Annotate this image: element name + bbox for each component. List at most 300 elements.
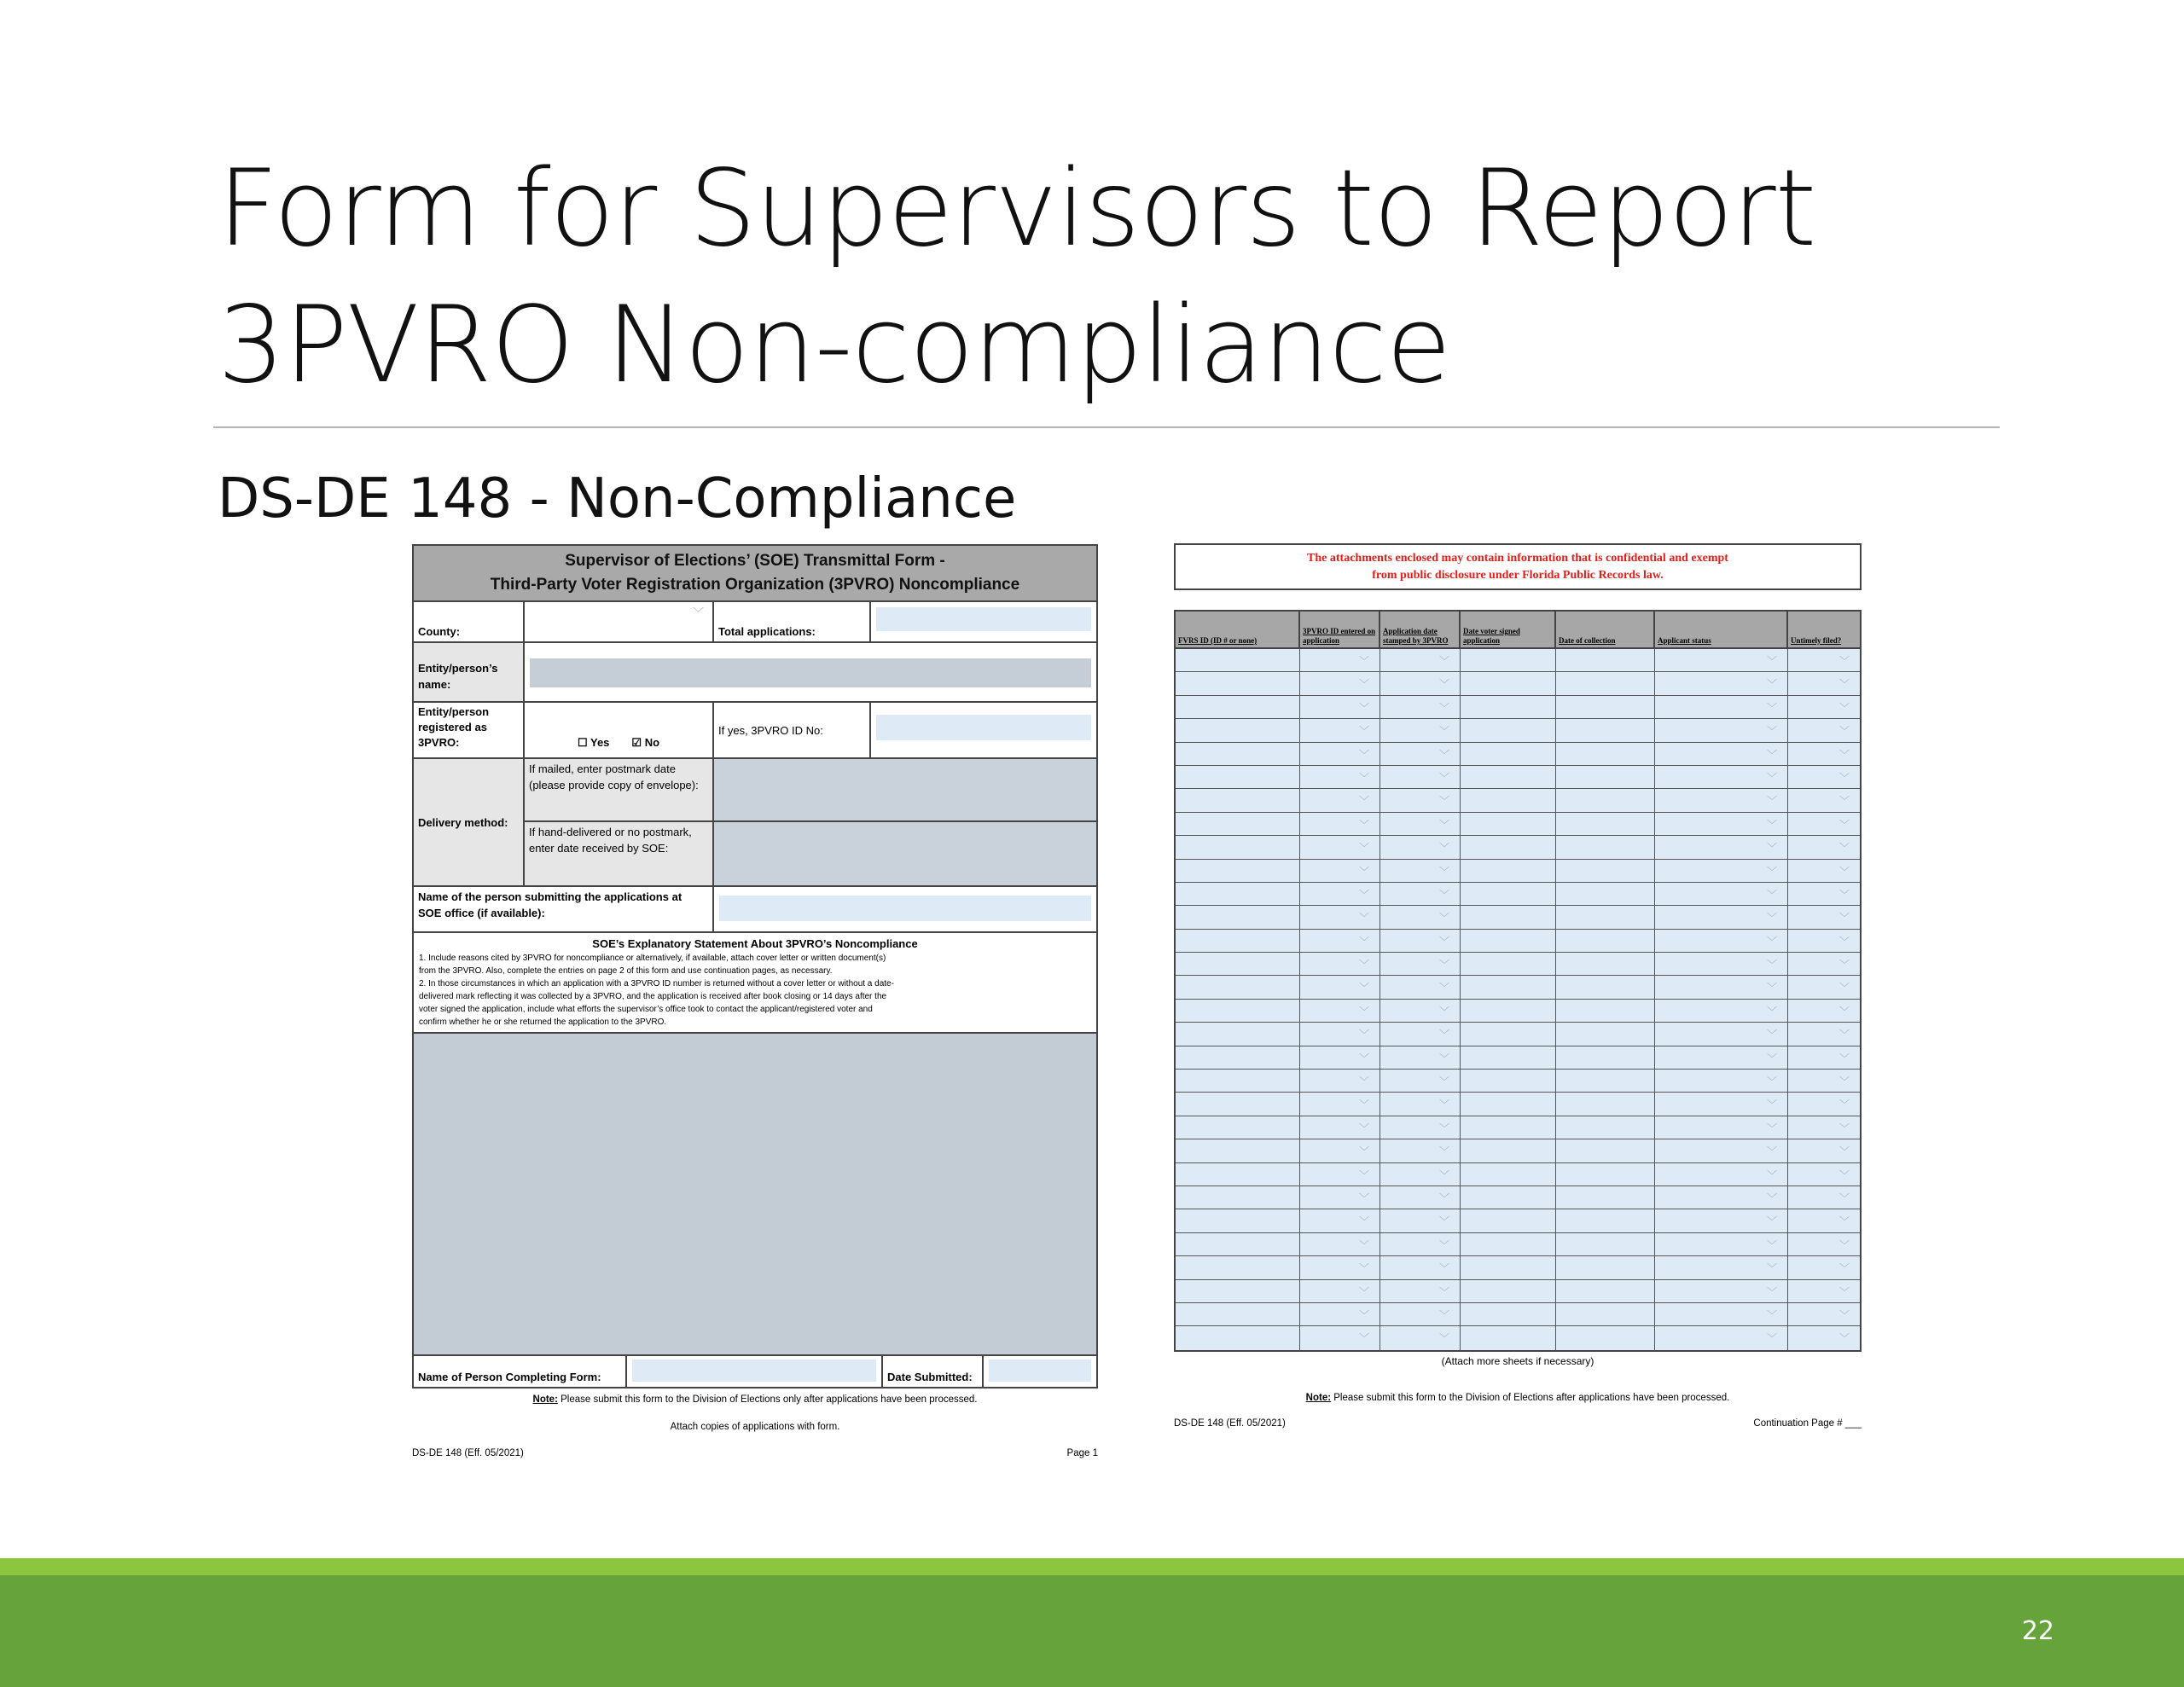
chevron-down-icon: ﹀	[1838, 818, 1850, 831]
table-cell-input[interactable]	[1300, 1139, 1380, 1162]
chevron-down-icon: ﹀	[1438, 1005, 1449, 1017]
postmark-date-input[interactable]	[714, 759, 1096, 820]
table-cell-input[interactable]	[1655, 1303, 1788, 1325]
table-cell-input[interactable]	[1556, 1280, 1655, 1302]
table-cell-input[interactable]	[1461, 1209, 1556, 1232]
chevron-down-icon: ﹀	[1838, 1191, 1850, 1204]
table-cell-input[interactable]	[1300, 1256, 1380, 1278]
chevron-down-icon: ﹀	[1838, 1099, 1850, 1111]
yes-checkbox[interactable]: ☐ Yes	[577, 736, 610, 749]
table-cell-input[interactable]	[1300, 1070, 1380, 1092]
chevron-down-icon: ﹀	[1766, 959, 1777, 971]
table-cell-input[interactable]	[1788, 1256, 1860, 1278]
chevron-down-icon: ﹀	[1438, 935, 1449, 948]
table-cell-input[interactable]	[1300, 719, 1380, 741]
table-cell-input[interactable]	[1176, 672, 1300, 694]
chevron-down-icon: ﹀	[1358, 1168, 1369, 1181]
col-date-signed: Date voter signed application	[1461, 612, 1556, 647]
table-cell-input[interactable]	[1380, 1326, 1461, 1349]
col-untimely-filed: Untimely filed?	[1791, 636, 1842, 645]
table-cell-input[interactable]	[1655, 1093, 1788, 1115]
table-cell-input[interactable]	[1176, 743, 1300, 765]
table-cell-input[interactable]	[1176, 1256, 1300, 1278]
table-cell-input[interactable]	[1788, 813, 1860, 835]
table-cell-input[interactable]	[1380, 1046, 1461, 1069]
table-cell-input[interactable]	[1655, 1139, 1788, 1162]
table-cell-input[interactable]	[1380, 906, 1461, 928]
table-cell-input[interactable]	[1380, 1186, 1461, 1209]
table-cell-input[interactable]	[1461, 1070, 1556, 1092]
registered-options	[525, 703, 714, 757]
table-cell-input[interactable]	[1788, 1163, 1860, 1186]
table-cell-input[interactable]	[1461, 883, 1556, 905]
table-cell-input[interactable]	[1380, 836, 1461, 858]
table-cell-input[interactable]	[1176, 1186, 1300, 1209]
chevron-down-icon: ﹀	[1358, 982, 1369, 994]
entity-name-input[interactable]	[530, 658, 1091, 687]
table-cell-input[interactable]	[1788, 953, 1860, 975]
table-cell-input[interactable]	[1655, 883, 1788, 905]
table-cell-input[interactable]	[1655, 1256, 1788, 1278]
table-cell-input[interactable]	[1176, 1209, 1300, 1232]
table-cell-input[interactable]	[1788, 1046, 1860, 1069]
table-cell-input[interactable]	[1461, 1303, 1556, 1325]
table-cell-input[interactable]	[1300, 1000, 1380, 1022]
county-select[interactable]	[525, 602, 714, 641]
table-cell-input[interactable]	[1556, 1233, 1655, 1255]
table-cell-input[interactable]	[1380, 1070, 1461, 1092]
completing-field-wrap	[627, 1356, 883, 1387]
table-cell-input[interactable]	[1300, 1186, 1380, 1209]
table-cell-input[interactable]	[1300, 1023, 1380, 1045]
table-cell-input[interactable]	[1176, 1000, 1300, 1022]
date-submitted-field-wrap	[984, 1356, 1096, 1387]
table-cell-input[interactable]	[1556, 860, 1655, 882]
table-cell-input[interactable]	[1461, 976, 1556, 998]
table-cell-input[interactable]	[1788, 1233, 1860, 1255]
table-cell-input[interactable]	[1461, 719, 1556, 741]
table-cell-input[interactable]	[1300, 1326, 1380, 1349]
table-cell-input[interactable]	[1556, 813, 1655, 835]
table-cell-input[interactable]	[1300, 976, 1380, 998]
table-cell-input[interactable]	[1655, 953, 1788, 975]
chevron-down-icon: ﹀	[1358, 1122, 1369, 1134]
table-cell-input[interactable]	[1300, 953, 1380, 975]
table-cell-input[interactable]	[1300, 836, 1380, 858]
table-cell-input[interactable]	[1788, 930, 1860, 952]
table-cell-input[interactable]	[1788, 1070, 1860, 1092]
table-cell-input[interactable]	[1380, 743, 1461, 765]
table-cell-input[interactable]	[1556, 1163, 1655, 1186]
table-cell-input[interactable]	[1788, 1209, 1860, 1232]
received-date-input[interactable]	[714, 822, 1096, 885]
table-cell-input[interactable]	[1556, 976, 1655, 998]
table-cell-input[interactable]	[1556, 1139, 1655, 1162]
chevron-down-icon: ﹀	[1358, 748, 1369, 761]
table-cell-input[interactable]	[1556, 930, 1655, 952]
table-cell-input[interactable]	[1461, 1000, 1556, 1022]
table-cell-input[interactable]	[1655, 766, 1788, 788]
table-cell-input[interactable]	[1380, 1233, 1461, 1255]
table-cell-input[interactable]	[1655, 672, 1788, 694]
table-cell-input[interactable]	[1176, 1233, 1300, 1255]
table-cell-input[interactable]	[1380, 1023, 1461, 1045]
table-row	[1176, 813, 1860, 836]
table-cell-input[interactable]	[1380, 860, 1461, 882]
table-cell-input[interactable]	[1788, 860, 1860, 882]
table-cell-input[interactable]	[1788, 976, 1860, 998]
table-row	[1176, 1256, 1860, 1279]
chevron-down-icon: ﹀	[1358, 1005, 1369, 1017]
table-cell-input[interactable]	[1176, 930, 1300, 952]
table-cell-input[interactable]	[1788, 743, 1860, 765]
table-cell-input[interactable]	[1788, 1023, 1860, 1045]
table-cell-input[interactable]	[1556, 1116, 1655, 1139]
3pvro-id-input[interactable]	[876, 715, 1091, 740]
table-cell-input[interactable]	[1300, 1303, 1380, 1325]
confidential-warning	[1174, 543, 1862, 590]
table-row	[1176, 1023, 1860, 1046]
chevron-down-icon: ﹀	[1838, 865, 1850, 878]
table-cell-input[interactable]	[1655, 1233, 1788, 1255]
table-cell-input[interactable]	[1788, 1280, 1860, 1302]
table-cell-input[interactable]	[1461, 860, 1556, 882]
chevron-down-icon: ﹀	[1358, 842, 1369, 855]
table-cell-input[interactable]	[1788, 906, 1860, 928]
table-cell-input[interactable]	[1655, 1023, 1788, 1045]
explanation-line: 1. Include reasons cited by 3PVRO for noncompliance or alternatively, if available, attach cover letter or written document(s)	[419, 954, 886, 963]
table-cell-input[interactable]	[1300, 883, 1380, 905]
table-cell-input[interactable]	[1655, 860, 1788, 882]
table-cell-input[interactable]	[1461, 743, 1556, 765]
chevron-down-icon: ﹀	[1358, 1029, 1369, 1041]
chevron-down-icon: ﹀	[1438, 1168, 1449, 1181]
table-cell-input[interactable]	[1176, 836, 1300, 858]
form1-header	[412, 544, 1098, 602]
table-cell-input[interactable]	[1556, 1023, 1655, 1045]
table-cell-input[interactable]	[1176, 789, 1300, 811]
table-cell-input[interactable]	[1461, 1139, 1556, 1162]
table-cell-input[interactable]	[1655, 743, 1788, 765]
table-row	[1176, 1280, 1860, 1303]
chevron-down-icon: ﹀	[1438, 1191, 1449, 1204]
chevron-down-icon: ﹀	[1766, 748, 1777, 761]
table-cell-input[interactable]	[1176, 906, 1300, 928]
table-cell-input[interactable]	[1176, 1139, 1300, 1162]
explanation-line: from the 3PVRO. Also, complete the entries on page 2 of this form and use continuation pages, as necessary.	[419, 966, 833, 976]
table-cell-input[interactable]	[1380, 789, 1461, 811]
table-cell-input[interactable]	[1461, 930, 1556, 952]
table-cell-input[interactable]	[1176, 1303, 1300, 1325]
table-cell-input[interactable]	[1788, 1139, 1860, 1162]
table-cell-input[interactable]	[1655, 1070, 1788, 1092]
chevron-down-icon: ﹀	[1766, 1262, 1777, 1275]
table-cell-input[interactable]	[1655, 813, 1788, 835]
table-cell-input[interactable]	[1655, 906, 1788, 928]
table-row	[1176, 1046, 1860, 1070]
table-cell-input[interactable]	[1176, 1280, 1300, 1302]
form1-attach-text: Attach copies of applications with form.	[670, 1422, 840, 1432]
table-cell-input[interactable]	[1461, 1186, 1556, 1209]
table-cell-input[interactable]	[1655, 836, 1788, 858]
table-cell-input[interactable]	[1655, 1116, 1788, 1139]
table-cell-input[interactable]	[1556, 836, 1655, 858]
table-cell-input[interactable]	[1380, 813, 1461, 835]
chevron-down-icon: ﹀	[1358, 771, 1369, 784]
table-cell-input[interactable]	[1461, 649, 1556, 671]
table-cell-input[interactable]	[1556, 1186, 1655, 1209]
table-cell-input[interactable]	[1300, 696, 1380, 718]
table-cell-input[interactable]	[1380, 1256, 1461, 1278]
table-cell-input[interactable]	[1176, 976, 1300, 998]
chevron-down-icon: ﹀	[1838, 1238, 1850, 1251]
table-cell-input[interactable]	[1655, 696, 1788, 718]
table-cell-input[interactable]	[1300, 672, 1380, 694]
table-cell-input[interactable]	[1655, 976, 1788, 998]
table-cell-input[interactable]	[1176, 1070, 1300, 1092]
chevron-down-icon: ﹀	[1358, 725, 1369, 738]
table-cell-input[interactable]	[1176, 1093, 1300, 1115]
table-cell-input[interactable]	[1380, 766, 1461, 788]
table-cell-input[interactable]	[1461, 1280, 1556, 1302]
table-cell-input[interactable]	[1300, 649, 1380, 671]
chevron-down-icon: ﹀	[1358, 818, 1369, 831]
entity-name-label: Entity/person’s name:	[414, 643, 525, 701]
table-cell-input[interactable]	[1380, 1139, 1461, 1162]
chevron-down-icon: ﹀	[1438, 1075, 1449, 1088]
table-cell-input[interactable]	[1461, 1256, 1556, 1278]
table-cell-input[interactable]	[1556, 672, 1655, 694]
total-applications-field-wrap	[871, 602, 1096, 641]
table-cell-input[interactable]	[1788, 1116, 1860, 1139]
form1-footer-left: DS-DE 148 (Eff. 05/2021)	[412, 1448, 524, 1458]
table-cell-input[interactable]	[1176, 1326, 1300, 1349]
table-row	[1176, 1186, 1860, 1209]
table-cell-input[interactable]	[1788, 883, 1860, 905]
table-cell-input[interactable]	[1300, 1233, 1380, 1255]
table-cell-input[interactable]	[1556, 1000, 1655, 1022]
table-cell-input[interactable]	[1655, 719, 1788, 741]
table-cell-input[interactable]	[1300, 743, 1380, 765]
more-sheets-text: (Attach more sheets if necessary)	[1441, 1354, 1594, 1367]
table-cell-input[interactable]	[1655, 930, 1788, 952]
table-cell-input[interactable]	[1556, 1046, 1655, 1069]
table-cell-input[interactable]	[1176, 719, 1300, 741]
chevron-down-icon: ﹀	[1766, 982, 1777, 994]
chevron-down-icon: ﹀	[1438, 842, 1449, 855]
table-cell-input[interactable]	[1380, 930, 1461, 952]
table-cell-input[interactable]	[1556, 883, 1655, 905]
table-cell-input[interactable]	[1380, 696, 1461, 718]
chevron-down-icon: ﹀	[1838, 888, 1850, 901]
table-cell-input[interactable]	[1556, 743, 1655, 765]
table-cell-input[interactable]	[1176, 696, 1300, 718]
table-cell-input[interactable]	[1461, 1233, 1556, 1255]
table-cell-input[interactable]	[1176, 649, 1300, 671]
table-cell-input[interactable]	[1300, 766, 1380, 788]
chevron-down-icon: ﹀	[1838, 1332, 1850, 1345]
chevron-down-icon: ﹀	[1358, 678, 1369, 691]
explanation-title: SOE’s Explanatory Statement About 3PVRO’s Noncompliance	[592, 937, 918, 950]
table-cell-input[interactable]	[1788, 1000, 1860, 1022]
table-cell-input[interactable]	[1655, 1209, 1788, 1232]
table-cell-input[interactable]	[1380, 649, 1461, 671]
table-row	[1176, 836, 1860, 859]
form2-footer	[1174, 1418, 1862, 1429]
table-cell-input[interactable]	[1655, 789, 1788, 811]
table-cell-input[interactable]	[1380, 953, 1461, 975]
table-cell-input[interactable]	[1788, 766, 1860, 788]
table-cell-input[interactable]	[1788, 1186, 1860, 1209]
chevron-down-icon: ﹀	[1838, 655, 1850, 667]
explanation-line: delivered mark reflecting it was collected by a 3PVRO, and the application is received after book closing or 14 days after the	[419, 992, 887, 1001]
table-row	[1176, 1000, 1860, 1023]
chevron-down-icon: ﹀	[1838, 982, 1850, 994]
table-cell-input[interactable]	[1655, 1046, 1788, 1069]
table-cell-input[interactable]	[1176, 766, 1300, 788]
table-cell-input[interactable]	[1655, 1280, 1788, 1302]
table-cell-input[interactable]	[1300, 1280, 1380, 1302]
table-cell-input[interactable]	[1380, 672, 1461, 694]
submitter-input[interactable]	[719, 896, 1091, 921]
table-cell-input[interactable]	[1556, 719, 1655, 741]
table-row	[1176, 672, 1860, 695]
table-cell-input[interactable]	[1461, 789, 1556, 811]
table-cell-input[interactable]	[1176, 883, 1300, 905]
total-applications-input[interactable]	[876, 607, 1091, 631]
chevron-down-icon: ﹀	[1358, 795, 1369, 808]
table-cell-input[interactable]	[1300, 789, 1380, 811]
table-cell-input[interactable]	[1556, 649, 1655, 671]
table-cell-input[interactable]	[1300, 860, 1380, 882]
table-cell-input[interactable]	[1176, 953, 1300, 975]
table-cell-input[interactable]	[1655, 1163, 1788, 1186]
table-cell-input[interactable]	[1380, 1000, 1461, 1022]
table-row	[1176, 930, 1860, 953]
chevron-down-icon: ﹀	[1766, 1145, 1777, 1158]
table-cell-input[interactable]	[1461, 1163, 1556, 1186]
table-cell-input[interactable]	[1461, 906, 1556, 928]
table-cell-input[interactable]	[1655, 1000, 1788, 1022]
table-cell-input[interactable]	[1788, 1093, 1860, 1115]
table-cell-input[interactable]	[1788, 836, 1860, 858]
table-cell-input[interactable]	[1461, 672, 1556, 694]
table-cell-input[interactable]	[1556, 1070, 1655, 1092]
chevron-down-icon: ﹀	[1838, 678, 1850, 691]
table-cell-input[interactable]	[1556, 906, 1655, 928]
table-cell-input[interactable]	[1556, 1326, 1655, 1349]
table-cell-input[interactable]	[1788, 1326, 1860, 1349]
table-cell-input[interactable]	[1300, 1163, 1380, 1186]
table-cell-input[interactable]	[1461, 1116, 1556, 1139]
table-cell-input[interactable]	[1176, 860, 1300, 882]
table-cell-input[interactable]	[1788, 1303, 1860, 1325]
table-cell-input[interactable]	[1461, 766, 1556, 788]
table-cell-input[interactable]	[1556, 1209, 1655, 1232]
table-cell-input[interactable]	[1300, 930, 1380, 952]
table-cell-input[interactable]	[1380, 1093, 1461, 1115]
entity-name-row	[414, 643, 1096, 703]
table-cell-input[interactable]	[1556, 696, 1655, 718]
form-page-1	[412, 544, 1098, 1458]
table-cell-input[interactable]	[1788, 672, 1860, 694]
table-cell-input[interactable]	[1461, 1093, 1556, 1115]
table-cell-input[interactable]	[1461, 1023, 1556, 1045]
table-cell-input[interactable]	[1788, 649, 1860, 671]
table-row	[1176, 1233, 1860, 1256]
chevron-down-icon: ﹀	[1766, 1191, 1777, 1204]
table-cell-input[interactable]	[1300, 1209, 1380, 1232]
registered-label: Entity/person registered as 3PVRO:	[414, 703, 525, 757]
table-row	[1176, 743, 1860, 766]
table-cell-input[interactable]	[1461, 813, 1556, 835]
table-cell-input[interactable]	[1461, 1046, 1556, 1069]
chevron-down-icon: ﹀	[1766, 678, 1777, 691]
chevron-down-icon: ﹀	[1766, 1285, 1777, 1298]
table-cell-input[interactable]	[1380, 1116, 1461, 1139]
table-cell-input[interactable]	[1655, 649, 1788, 671]
table-cell-input[interactable]	[1300, 1046, 1380, 1069]
table-cell-input[interactable]	[1655, 1186, 1788, 1209]
table-cell-input[interactable]	[1556, 766, 1655, 788]
table-cell-input[interactable]	[1655, 1326, 1788, 1349]
table-cell-input[interactable]	[1556, 953, 1655, 975]
table-cell-input[interactable]	[1461, 953, 1556, 975]
table-cell-input[interactable]	[1556, 1093, 1655, 1115]
table-cell-input[interactable]	[1788, 719, 1860, 741]
table-cell-input[interactable]	[1300, 906, 1380, 928]
table-cell-input[interactable]	[1461, 836, 1556, 858]
table-cell-input[interactable]	[1176, 813, 1300, 835]
chevron-down-icon: ﹀	[1766, 655, 1777, 667]
table-cell-input[interactable]	[1176, 1163, 1300, 1186]
table-cell-input[interactable]	[1788, 789, 1860, 811]
date-submitted-input[interactable]	[989, 1359, 1091, 1382]
table-cell-input[interactable]	[1380, 1280, 1461, 1302]
chevron-down-icon: ﹀	[1438, 1099, 1449, 1111]
table-cell-input[interactable]	[1380, 719, 1461, 741]
no-checkbox[interactable]: ☑ No	[631, 736, 660, 749]
table-cell-input[interactable]	[1788, 696, 1860, 718]
form1-footer	[412, 1448, 1098, 1458]
table-cell-input[interactable]	[1380, 976, 1461, 998]
completing-name-input[interactable]	[632, 1359, 876, 1382]
table-cell-input[interactable]	[1176, 1046, 1300, 1069]
table-cell-input[interactable]	[1380, 1163, 1461, 1186]
table-cell-input[interactable]	[1461, 1326, 1556, 1349]
table-cell-input[interactable]	[1556, 789, 1655, 811]
chevron-down-icon: ﹀	[1358, 888, 1369, 901]
table-cell-input[interactable]	[1300, 1093, 1380, 1115]
table-cell-input[interactable]	[1300, 813, 1380, 835]
table-cell-input[interactable]	[1380, 1209, 1461, 1232]
table-cell-input[interactable]	[1300, 1116, 1380, 1139]
table-cell-input[interactable]	[1461, 696, 1556, 718]
table-cell-input[interactable]	[1380, 1303, 1461, 1325]
table-cell-input[interactable]	[1556, 1256, 1655, 1278]
table-row	[1176, 1163, 1860, 1186]
chevron-down-icon: ﹀	[1838, 748, 1850, 761]
table-cell-input[interactable]	[1176, 1116, 1300, 1139]
chevron-down-icon: ﹀	[1766, 1122, 1777, 1134]
table-cell-input[interactable]	[1176, 1023, 1300, 1045]
chevron-down-icon: ﹀	[692, 607, 704, 620]
explanation-textarea[interactable]	[414, 1034, 1096, 1356]
table-cell-input[interactable]	[1380, 883, 1461, 905]
table-row	[1176, 1116, 1860, 1139]
table-cell-input[interactable]	[1556, 1303, 1655, 1325]
chevron-down-icon: ﹀	[1838, 1005, 1850, 1017]
